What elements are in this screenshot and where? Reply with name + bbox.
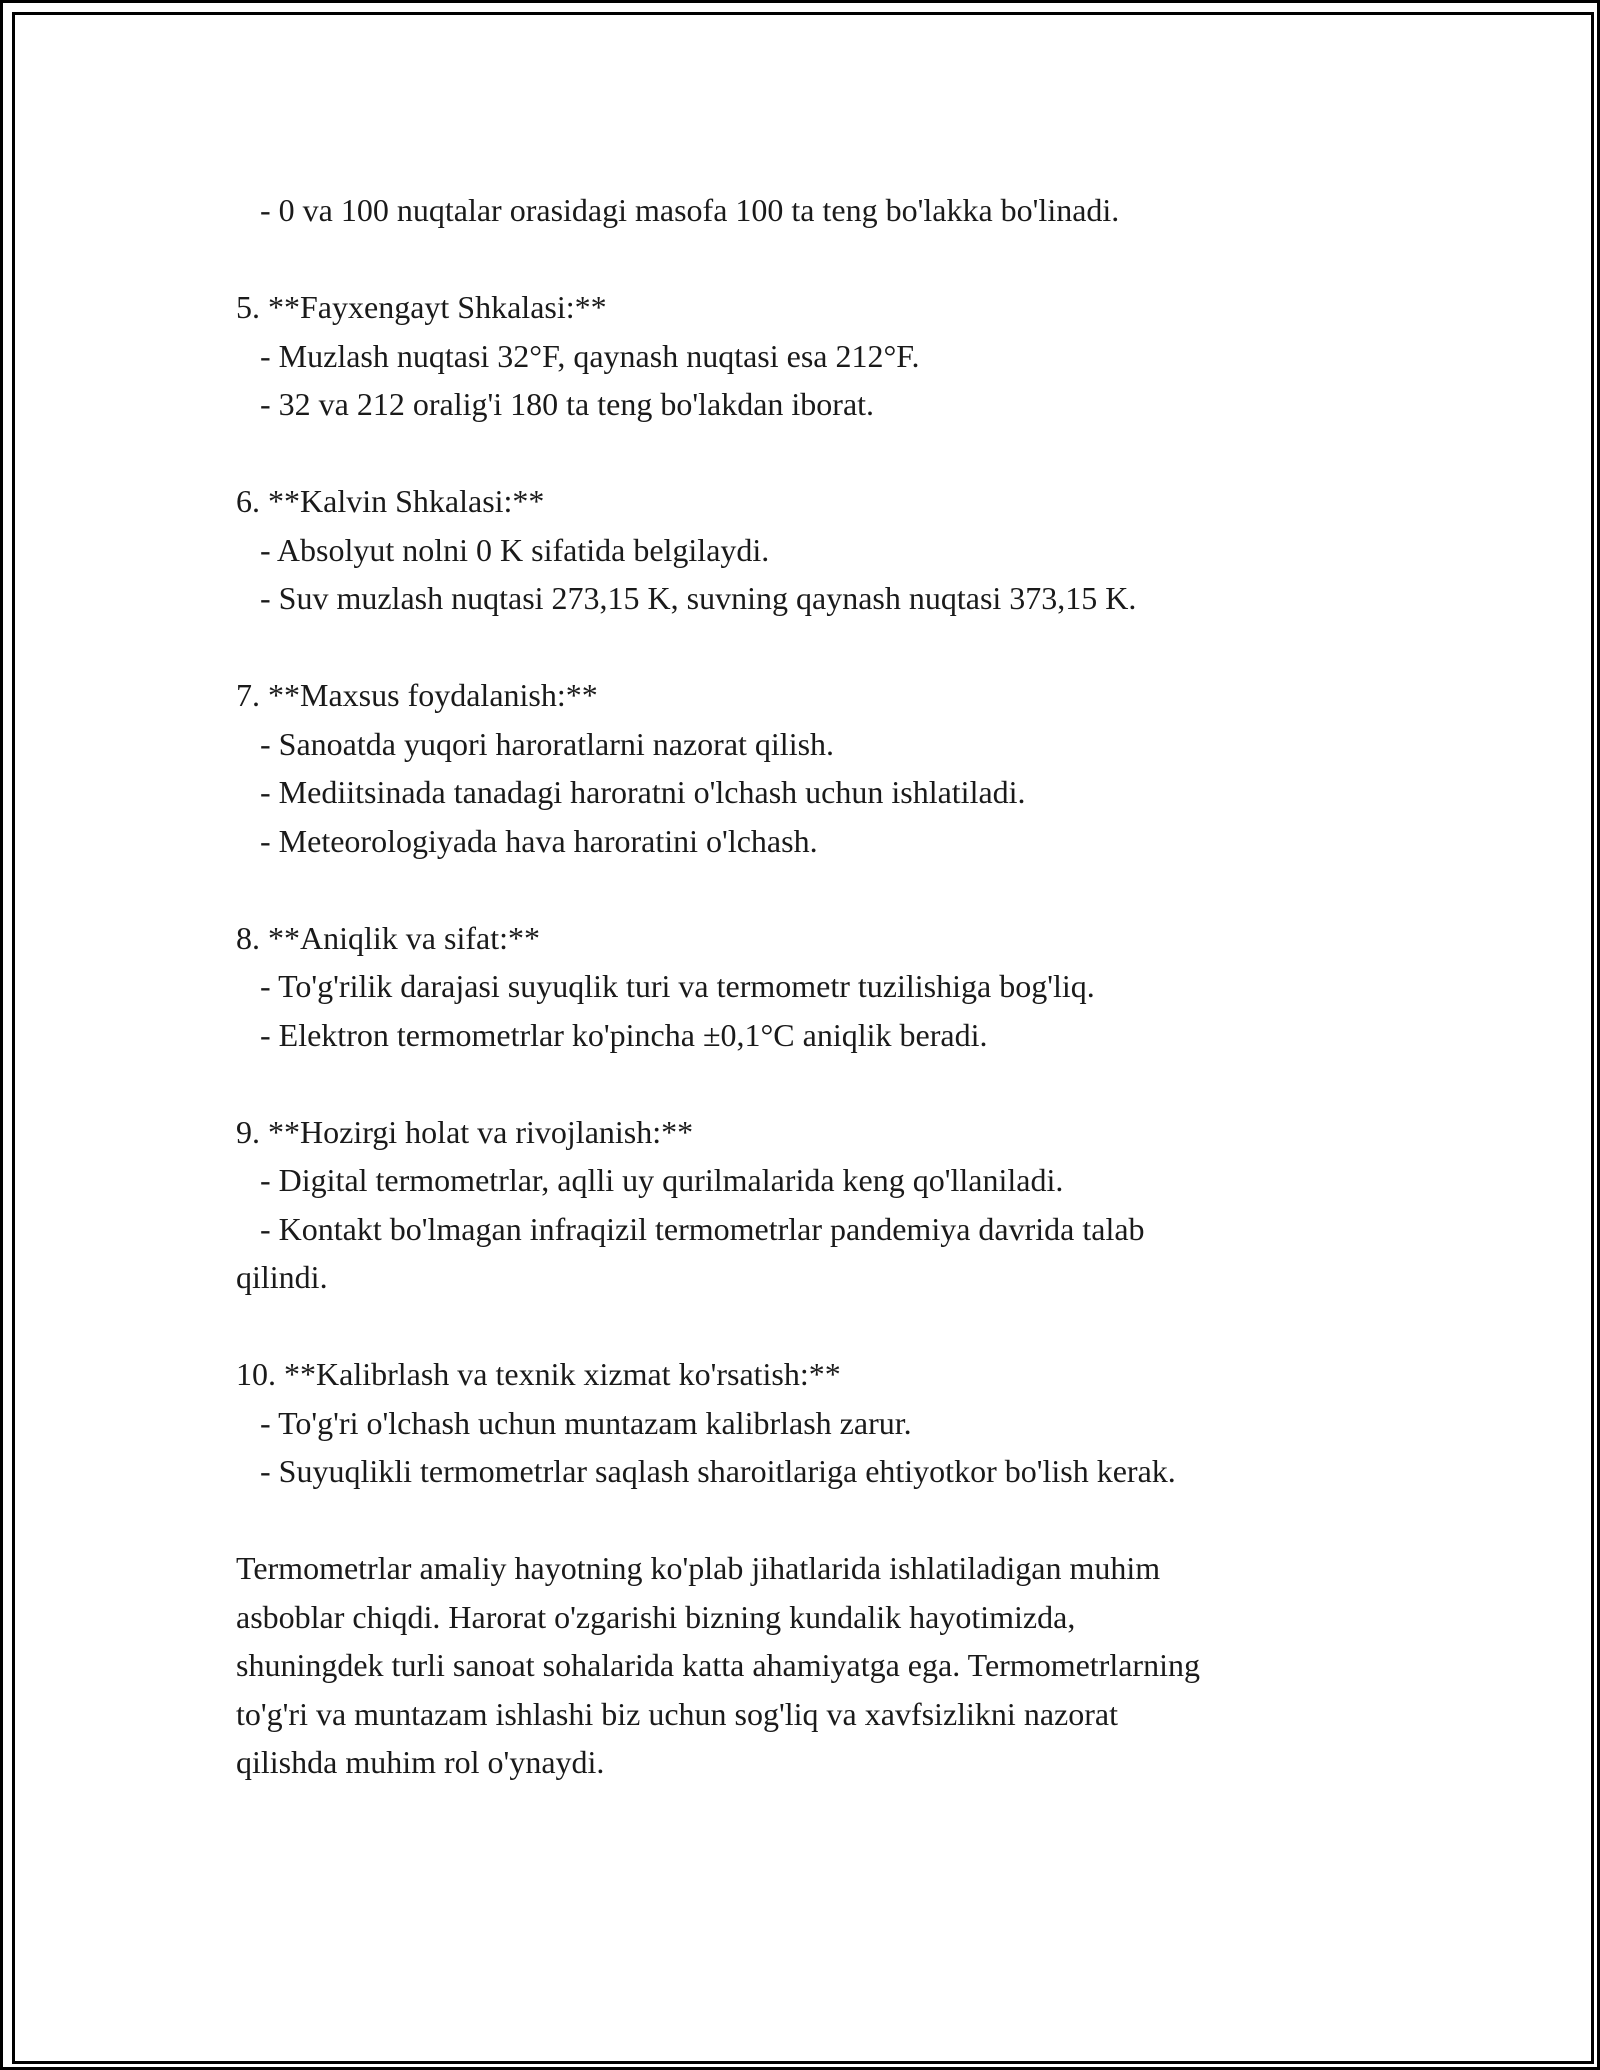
blank-line [236, 1059, 1366, 1108]
conclusion-line: asboblar chiqdi. Harorat o'zgarishi bizning kundalik hayotimizda, [236, 1598, 1076, 1635]
blank-line [236, 1496, 1366, 1545]
section-heading: 9. **Hozirgi holat va rivojlanish:** [236, 1113, 694, 1150]
bullet-line: - Sanoatda yuqori haroratlarni nazorat qilish. [236, 725, 835, 762]
section-heading: 6. **Kalvin Shkalasi:** [236, 483, 545, 519]
conclusion-line: qilishda muhim rol o'ynaydi. [236, 1744, 605, 1780]
conclusion-line: to'g'ri va muntazam ishlashi biz uchun sog'liq va xavfsizlikni nazorat [236, 1695, 1118, 1732]
blank-line [236, 865, 1366, 914]
section-heading: 5. **Fayxengayt Shkalasi:** [236, 289, 607, 325]
blank-line [236, 235, 1366, 284]
bullet-line: - Absolyut nolni 0 K sifatida belgilaydi. [236, 531, 770, 568]
conclusion-line: Termometrlar amaliy hayotning ko'plab jihatlarida ishlatiladigan muhim [236, 1550, 1161, 1586]
document-body [236, 186, 1366, 1787]
bullet-line: - Muzlash nuqtasi 32°F, qaynash nuqtasi esa 212°F. [236, 337, 920, 374]
bullet-line: - 0 va 100 nuqtalar orasidagi masofa 100 ta teng bo'lakka bo'linadi. [236, 192, 1120, 228]
bullet-line: - Kontakt bo'lmagan infraqizil termometrlar pandemiya davrida talab [236, 1210, 1145, 1247]
blank-line [236, 429, 1366, 478]
bullet-line: - Digital termometrlar, aqlli uy qurilmalarida keng qo'llaniladi. [236, 1162, 1064, 1198]
bullet-line: - Mediitsinada tanadagi haroratni o'lchash uchun ishlatiladi. [236, 774, 1026, 810]
section-heading: 8. **Aniqlik va sifat:** [236, 919, 540, 956]
bullet-line: qilindi. [236, 1259, 328, 1295]
bullet-line: - To'g'ri o'lchash uchun muntazam kalibrlash zarur. [236, 1404, 912, 1441]
conclusion-line: shuningdek turli sanoat sohalarida katta ahamiyatga ega. Termometrlarning [236, 1647, 1200, 1683]
bullet-line: - Suyuqlikli termometrlar saqlash sharoitlariga ehtiyotkor bo'lish kerak. [236, 1453, 1176, 1489]
bullet-line: - To'g'rilik darajasi suyuqlik turi va termometr tuzilishiga bog'liq. [236, 968, 1095, 1004]
bullet-line: - Suv muzlash nuqtasi 273,15 K, suvning qaynash nuqtasi 373,15 K. [236, 580, 1137, 616]
section-heading: 10. **Kalibrlash va texnik xizmat ko'rsatish:** [236, 1356, 841, 1392]
bullet-line: - Meteorologiyada hava haroratini o'lchash. [236, 822, 818, 859]
blank-line [236, 1302, 1366, 1351]
bullet-line: - 32 va 212 oralig'i 180 ta teng bo'lakdan iborat. [236, 386, 875, 422]
section-heading: 7. **Maxsus foydalanish:** [236, 677, 598, 713]
blank-line [236, 623, 1366, 672]
bullet-line: - Elektron termometrlar ko'pincha ±0,1°C aniqlik beradi. [236, 1016, 988, 1053]
